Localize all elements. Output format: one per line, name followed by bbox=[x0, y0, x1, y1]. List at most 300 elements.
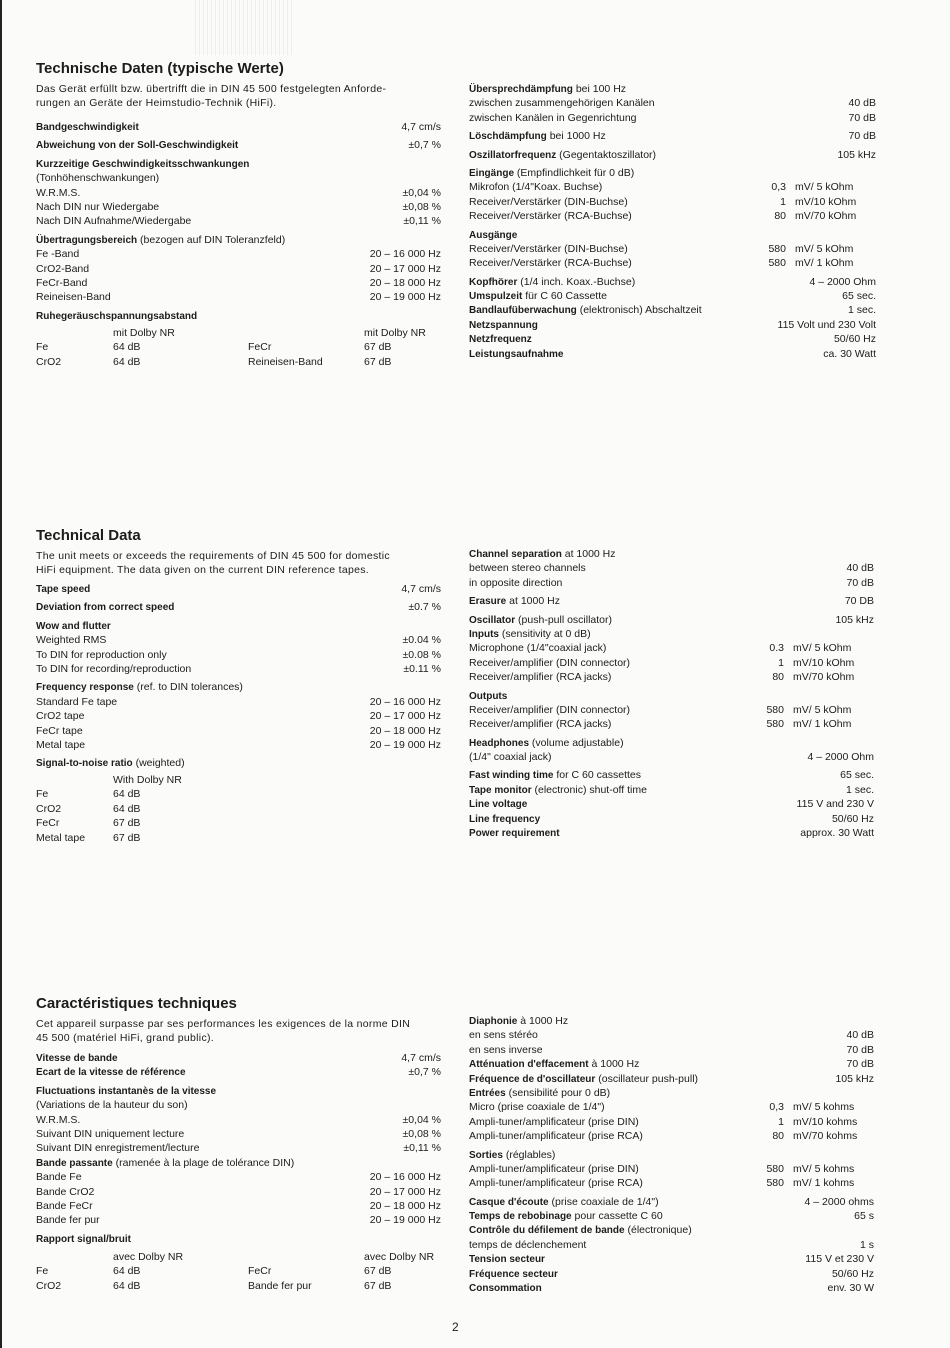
spec-row bbox=[469, 1223, 874, 1237]
spec-label bbox=[469, 1058, 639, 1070]
spec-label bbox=[469, 333, 532, 345]
spec-label bbox=[36, 310, 197, 322]
spec-label-bold: Übersprechdämpfung bbox=[469, 84, 573, 95]
spec-label-bold: Ruhegeräuschspannungsabstand bbox=[36, 310, 198, 322]
spec-label bbox=[469, 149, 656, 161]
snr-tape: CrO2 bbox=[36, 802, 62, 815]
spec-label-text: Fe -Band bbox=[36, 248, 80, 261]
spec-value: env. 30 W bbox=[827, 1282, 874, 1295]
spec-row bbox=[469, 96, 876, 110]
spec-row bbox=[469, 1028, 874, 1042]
spec-value: 70 dB bbox=[846, 576, 874, 589]
spec-label-bold: Line frequency bbox=[469, 813, 541, 825]
spec-label bbox=[469, 319, 538, 331]
spec-row bbox=[36, 171, 441, 185]
spec-label-text: Receiver/Verstärker (RCA-Buchse) bbox=[469, 257, 632, 270]
spec-value: ±0.11 % bbox=[403, 662, 441, 675]
spec-value: approx. 30 Watt bbox=[800, 827, 874, 840]
spec-label-text: FeCr-Band bbox=[36, 276, 88, 289]
spec-value: 4,7 cm/s bbox=[401, 1052, 441, 1064]
spec-row bbox=[469, 594, 874, 608]
spec-value-unit: mV/ 5 kOhm bbox=[795, 242, 854, 255]
snr-row bbox=[36, 816, 446, 830]
spec-row bbox=[36, 138, 441, 152]
spec-label bbox=[469, 784, 647, 796]
spec-value: ±0.04 % bbox=[402, 634, 441, 647]
spec-row bbox=[469, 1176, 874, 1190]
spec-value: 70 DB bbox=[844, 595, 874, 608]
spec-label-text: (1/4" coaxial jack) bbox=[469, 751, 552, 764]
spec-row bbox=[469, 1100, 874, 1114]
spec-row bbox=[36, 309, 441, 323]
spec-label bbox=[469, 210, 632, 222]
spec-row bbox=[469, 1086, 874, 1100]
spec-value-number: 1 bbox=[778, 1115, 784, 1128]
spec-label-text: Suivant DIN uniquement lecture bbox=[36, 1127, 185, 1140]
spec-row bbox=[469, 275, 876, 289]
spec-value: 65 sec. bbox=[840, 769, 874, 782]
spec-row bbox=[469, 812, 874, 826]
snr-tape-left: CrO2 bbox=[36, 355, 62, 368]
spec-value: 50/60 Hz bbox=[833, 333, 876, 346]
spec-value-unit: mV/ 5 kOhm bbox=[795, 181, 854, 194]
spec-label-bold: Erasure bbox=[469, 596, 507, 608]
spec-label bbox=[469, 1268, 558, 1280]
intro-line: Cet appareil surpasse par ses performances les exigences de la norme DIN bbox=[36, 1018, 411, 1030]
spec-value: 4 – 2000 ohms bbox=[804, 1195, 874, 1208]
spec-label-bold: Contrôle du défilement de bande bbox=[469, 1225, 625, 1237]
spec-label-text: (électronique) bbox=[624, 1224, 692, 1237]
spec-label-text: (weighted) bbox=[132, 757, 185, 770]
snr-row bbox=[36, 340, 446, 354]
spec-label bbox=[36, 158, 249, 170]
spec-value-number: 580 bbox=[766, 1177, 784, 1190]
spec-label bbox=[36, 248, 79, 260]
spec-label bbox=[469, 1029, 538, 1041]
snr-tape: Metal tape bbox=[36, 831, 86, 844]
spec-value-number: 580 bbox=[768, 257, 786, 270]
snr-row bbox=[36, 802, 446, 816]
spec-row bbox=[36, 1170, 441, 1184]
spec-row bbox=[36, 247, 441, 261]
spec-row bbox=[469, 1281, 874, 1295]
spec-value: 70 dB bbox=[846, 1043, 874, 1056]
spec-row bbox=[36, 1113, 441, 1127]
spec-label-text: FeCr tape bbox=[36, 724, 83, 737]
spec-label-bold: Ecart de la vitesse de référence bbox=[36, 1067, 186, 1079]
snr-value: 67 dB bbox=[113, 817, 141, 830]
spec-value: 70 dB bbox=[848, 130, 876, 143]
spec-label bbox=[469, 595, 560, 607]
spec-row bbox=[469, 1209, 874, 1223]
spec-label-text: temps de déclenchement bbox=[469, 1238, 587, 1251]
spec-label-bold: Frequency response bbox=[36, 682, 134, 694]
spec-row bbox=[469, 332, 876, 346]
spec-row bbox=[469, 1252, 874, 1266]
spec-label-text: (prise coaxiale de 1/4") bbox=[548, 1195, 659, 1208]
spec-value-unit: mV/70 kOhm bbox=[795, 210, 857, 223]
spec-row bbox=[469, 209, 876, 223]
spec-label bbox=[469, 737, 624, 749]
spec-row bbox=[469, 256, 876, 270]
spec-label-text: Bande Fe bbox=[36, 1171, 82, 1184]
intro-line: HiFi equipment. The data given on the current DIN reference tapes. bbox=[36, 564, 370, 576]
spec-label bbox=[469, 718, 611, 730]
spec-row bbox=[469, 670, 874, 684]
spec-label bbox=[36, 710, 84, 722]
spec-label bbox=[469, 1149, 555, 1161]
spec-label-bold: Tape monitor bbox=[469, 784, 532, 796]
spec-row bbox=[469, 627, 874, 641]
snr-value-left: 64 dB bbox=[113, 341, 141, 354]
snr-header-right: mit Dolby NR bbox=[364, 327, 426, 339]
spec-label bbox=[36, 121, 139, 133]
spec-value: ±0,11 % bbox=[403, 1142, 441, 1155]
spec-row bbox=[469, 166, 876, 180]
spec-value: 20 – 19 000 Hz bbox=[369, 1214, 441, 1227]
spec-label-text: at 1000 Hz bbox=[561, 548, 616, 560]
spec-list-left-de bbox=[36, 116, 441, 323]
spec-label bbox=[36, 1066, 186, 1078]
snr-header-row bbox=[36, 326, 446, 340]
spec-row bbox=[36, 695, 441, 709]
spec-value: ±0,04 % bbox=[402, 1113, 441, 1126]
spec-value-number: 580 bbox=[766, 1162, 784, 1175]
spec-label-text: between stereo channels bbox=[469, 562, 586, 575]
spec-label-bold: Temps de rebobinage bbox=[469, 1211, 572, 1223]
spec-label-text: (oscillateur push-pull) bbox=[595, 1072, 699, 1085]
spec-label-bold: Tape speed bbox=[36, 584, 91, 595]
spec-value-number: 580 bbox=[766, 703, 784, 716]
spec-label-text: à 1000 Hz bbox=[517, 1015, 569, 1027]
spec-value-unit: mV/ 1 kOhm bbox=[793, 718, 852, 731]
spec-value-number: 580 bbox=[766, 718, 784, 731]
spec-label-bold: Vitesse de bande bbox=[36, 1053, 118, 1064]
snr-header: With Dolby NR bbox=[113, 774, 182, 786]
section-title-fr: Caractéristiques techniques bbox=[36, 995, 237, 1012]
spec-label bbox=[469, 229, 517, 241]
spec-value: 1 s bbox=[859, 1238, 874, 1251]
spec-label-text: Metal tape bbox=[36, 738, 86, 751]
spec-label-text: Bande FeCr bbox=[36, 1199, 93, 1212]
spec-row bbox=[36, 233, 441, 247]
spec-label-text: en sens stéréo bbox=[469, 1029, 538, 1042]
spec-label bbox=[469, 1044, 543, 1056]
spec-label-text: pour cassette C 60 bbox=[571, 1210, 663, 1223]
spec-value-unit: mV/10 kohms bbox=[793, 1115, 858, 1128]
spec-label bbox=[36, 201, 159, 213]
snr-header-right: avec Dolby NR bbox=[364, 1251, 435, 1263]
spec-value: 20 – 17 000 Hz bbox=[369, 1185, 441, 1198]
spec-label-text: (bezogen auf DIN Toleranzfeld) bbox=[137, 233, 286, 246]
spec-label-text: bei 100 Hz bbox=[572, 83, 627, 95]
spec-label-bold: Power requirement bbox=[469, 828, 560, 840]
snr-tape-left: CrO2 bbox=[36, 1279, 62, 1292]
spec-label bbox=[469, 181, 602, 193]
scan-smudge bbox=[195, 0, 295, 55]
spec-value: 4,7 cm/s bbox=[401, 121, 441, 133]
spec-label-bold: Inputs bbox=[469, 628, 499, 640]
spec-value: 70 dB bbox=[848, 111, 876, 124]
spec-row bbox=[36, 157, 441, 171]
spec-label bbox=[36, 1099, 188, 1111]
spec-value: 4 – 2000 Ohm bbox=[809, 275, 876, 288]
spec-value: 20 – 16 000 Hz bbox=[369, 1171, 441, 1184]
spec-row bbox=[36, 662, 441, 676]
spec-label bbox=[469, 1239, 586, 1251]
spec-label-text: (sensitivity at 0 dB) bbox=[499, 627, 591, 640]
spec-label-text: W.R.M.S. bbox=[36, 1113, 81, 1126]
spec-label-text: à 1000 Hz bbox=[588, 1058, 640, 1071]
spec-label-text: (1/4 inch. Koax.-Buchse) bbox=[517, 275, 636, 288]
spec-row bbox=[469, 1014, 874, 1028]
spec-value: ca. 30 Watt bbox=[823, 347, 876, 360]
spec-value: 20 – 16 000 Hz bbox=[369, 248, 441, 261]
spec-label-text: Suivant DIN enregistrement/lecture bbox=[36, 1142, 200, 1155]
spec-label-bold: Consommation bbox=[469, 1283, 542, 1295]
spec-value: 20 – 18 000 Hz bbox=[369, 276, 441, 289]
spec-label bbox=[36, 1052, 118, 1064]
spec-label-text: Bande fer pur bbox=[36, 1214, 100, 1227]
spec-label-text: To DIN for reproduction only bbox=[36, 648, 167, 661]
spec-label-text: (ref. to DIN tolerances) bbox=[133, 681, 243, 694]
spec-label bbox=[36, 1200, 93, 1212]
spec-label bbox=[469, 348, 563, 360]
spec-label-bold: Atténuation d'effacement bbox=[469, 1059, 589, 1071]
spec-label-text: at 1000 Hz bbox=[506, 595, 560, 608]
snr-row bbox=[36, 1279, 446, 1293]
spec-row bbox=[36, 1065, 441, 1079]
spec-row bbox=[36, 290, 441, 304]
spec-row bbox=[469, 1129, 874, 1143]
spec-label bbox=[469, 1116, 639, 1128]
spec-row bbox=[469, 1195, 874, 1209]
spec-row bbox=[36, 276, 441, 290]
section-title-en: Technical Data bbox=[36, 527, 141, 544]
spec-label bbox=[469, 1015, 568, 1027]
snr-tape-right: FeCr bbox=[248, 1265, 272, 1278]
snr-row bbox=[36, 831, 446, 845]
spec-label bbox=[469, 690, 507, 702]
spec-label-bold: Headphones bbox=[469, 737, 530, 749]
spec-label-text: Mikrofon (1/4"Koax. Buchse) bbox=[469, 181, 603, 194]
spec-value: 20 – 18 000 Hz bbox=[369, 724, 441, 737]
spec-label-text: Reineisen-Band bbox=[36, 291, 111, 304]
spec-value: 1 sec. bbox=[845, 783, 874, 796]
spec-label-bold: Deviation from correct speed bbox=[36, 602, 175, 614]
spec-label-text: Weighted RMS bbox=[36, 634, 107, 647]
spec-label-bold: Oscillator bbox=[469, 614, 516, 626]
spec-value: 105 kHz bbox=[837, 148, 876, 161]
spec-label bbox=[469, 671, 611, 683]
spec-label-bold: Sorties bbox=[469, 1149, 503, 1161]
spec-label bbox=[36, 739, 85, 751]
spec-label bbox=[469, 751, 552, 763]
spec-value-number: 580 bbox=[768, 242, 786, 255]
spec-list-left-fr bbox=[36, 1047, 441, 1246]
spec-value: 105 kHz bbox=[835, 613, 874, 626]
spec-row bbox=[36, 120, 441, 134]
spec-label-text: (elektronisch) Abschaltzeit bbox=[576, 304, 702, 317]
spec-label-text: (Tonhöhenschwankungen) bbox=[36, 172, 160, 185]
spec-label bbox=[469, 628, 591, 640]
spec-row bbox=[36, 1199, 441, 1213]
spec-label bbox=[36, 663, 191, 675]
spec-label bbox=[469, 97, 655, 109]
spec-list-right-en bbox=[469, 547, 874, 840]
spec-value: 20 – 19 000 Hz bbox=[369, 291, 441, 304]
snr-tape: FeCr bbox=[36, 817, 60, 830]
spec-value-number: 1 bbox=[780, 195, 786, 208]
spec-row bbox=[469, 561, 874, 575]
spec-label bbox=[469, 704, 630, 716]
spec-row bbox=[469, 111, 876, 125]
snr-header-row bbox=[36, 773, 446, 787]
spec-label-bold: Tension secteur bbox=[469, 1254, 545, 1266]
spec-row bbox=[469, 613, 874, 627]
spec-label-bold: Leistungsaufnahme bbox=[469, 348, 564, 360]
spec-row bbox=[469, 768, 874, 782]
spec-label bbox=[36, 1171, 82, 1183]
spec-row bbox=[469, 1115, 874, 1129]
spec-label bbox=[36, 234, 285, 246]
spec-value: 20 – 18 000 Hz bbox=[369, 1199, 441, 1212]
spec-value: ±0,08 % bbox=[402, 200, 441, 213]
snr-tape: Fe bbox=[36, 788, 49, 801]
spec-label bbox=[36, 1142, 199, 1154]
snr-value-right: 67 dB bbox=[364, 355, 392, 368]
spec-label-text: Receiver/Verstärker (RCA-Buchse) bbox=[469, 210, 632, 223]
spec-label bbox=[469, 562, 586, 574]
spec-label bbox=[36, 1157, 294, 1169]
snr-value-right: 67 dB bbox=[364, 341, 392, 354]
spec-label bbox=[469, 1177, 643, 1189]
spec-label-text: To DIN for recording/reproduction bbox=[36, 662, 192, 675]
spec-label bbox=[36, 215, 191, 227]
spec-label bbox=[469, 1196, 659, 1208]
spec-label-text: CrO2 tape bbox=[36, 710, 85, 723]
spec-value: 40 dB bbox=[846, 562, 874, 575]
spec-value-number: 80 bbox=[774, 210, 786, 223]
spec-label bbox=[36, 1128, 184, 1140]
spec-label-text: Nach DIN nur Wiedergabe bbox=[36, 200, 160, 213]
spec-label bbox=[469, 813, 540, 825]
page-left-edge bbox=[0, 0, 9, 1348]
spec-row bbox=[469, 180, 876, 194]
snr-row bbox=[36, 787, 446, 801]
spec-row bbox=[36, 680, 441, 694]
spec-value: 65 s bbox=[854, 1210, 874, 1223]
spec-value-number: 80 bbox=[772, 671, 784, 684]
spec-label-bold: Netzfrequenz bbox=[469, 334, 532, 346]
spec-row bbox=[469, 826, 874, 840]
spec-list-left-en bbox=[36, 582, 441, 771]
spec-row bbox=[469, 689, 874, 703]
spec-label-bold: Outputs bbox=[469, 690, 508, 702]
spec-label bbox=[469, 290, 607, 302]
spec-label-bold: Netzspannung bbox=[469, 319, 538, 331]
spec-row bbox=[469, 347, 876, 361]
spec-row bbox=[469, 1162, 874, 1176]
spec-value: 1 sec. bbox=[847, 304, 876, 317]
snr-row bbox=[36, 1264, 446, 1278]
spec-label-bold: Bandgeschwindigkeit bbox=[36, 122, 139, 133]
spec-label bbox=[36, 601, 174, 613]
spec-label-bold: Bandlaufüberwachung bbox=[469, 305, 577, 317]
spec-label bbox=[469, 798, 527, 810]
spec-row bbox=[469, 1238, 874, 1252]
spec-value-unit: mV/ 5 kOhm bbox=[793, 642, 852, 655]
spec-value: 40 dB bbox=[846, 1029, 874, 1042]
spec-label-bold: Ausgänge bbox=[469, 229, 518, 241]
spec-row bbox=[36, 600, 441, 614]
spec-row bbox=[469, 1148, 874, 1162]
spec-label bbox=[469, 1101, 605, 1113]
snr-tape-right: Bande fer pur bbox=[248, 1279, 312, 1292]
spec-label bbox=[469, 1073, 698, 1085]
spec-label-bold: Fréquence de d'oscillateur bbox=[469, 1073, 596, 1085]
spec-value: ±0,7 % bbox=[408, 1066, 441, 1079]
spec-value: ±0,11 % bbox=[403, 215, 441, 228]
spec-row bbox=[469, 797, 874, 811]
spec-value: 50/60 Hz bbox=[831, 1267, 874, 1280]
spec-value-unit: mV/ 5 kOhm bbox=[793, 703, 852, 716]
spec-value: ±0.7 % bbox=[408, 601, 441, 614]
spec-label bbox=[36, 1114, 80, 1126]
spec-row bbox=[36, 1232, 441, 1246]
spec-row bbox=[36, 1213, 441, 1227]
spec-label bbox=[36, 1085, 216, 1097]
spec-row bbox=[469, 318, 876, 332]
spec-label-text: (Gegentaktoszillator) bbox=[556, 148, 657, 161]
spec-row bbox=[469, 82, 876, 96]
spec-row bbox=[36, 756, 441, 770]
spec-value-unit: mV/10 kOhm bbox=[795, 195, 857, 208]
spec-label bbox=[36, 649, 167, 661]
spec-label-text: Standard Fe tape bbox=[36, 695, 118, 708]
intro-line: 45 500 (matériel HiFi, grand public). bbox=[36, 1032, 215, 1044]
spec-label-text: Ampli-tuner/amplificateur (prise RCA) bbox=[469, 1130, 643, 1143]
spec-label bbox=[469, 1282, 542, 1294]
snr-tape-right: FeCr bbox=[248, 341, 272, 354]
spec-row bbox=[469, 195, 876, 209]
snr-header-left: mit Dolby NR bbox=[113, 327, 175, 339]
spec-row bbox=[36, 1156, 441, 1170]
spec-label bbox=[469, 614, 612, 626]
snr-tape-right: Reineisen-Band bbox=[248, 355, 323, 368]
spec-label-bold: Entrées bbox=[469, 1087, 506, 1099]
spec-row bbox=[36, 1098, 441, 1112]
section-intro-de bbox=[36, 82, 446, 110]
spec-label-bold: Fréquence secteur bbox=[469, 1268, 558, 1280]
spec-value: 70 dB bbox=[846, 1058, 874, 1071]
spec-row bbox=[36, 262, 441, 276]
spec-row bbox=[36, 648, 441, 662]
spec-label-bold: Bande passante bbox=[36, 1157, 113, 1169]
spec-label bbox=[36, 263, 89, 275]
spec-label-bold: Line voltage bbox=[469, 799, 528, 811]
spec-label bbox=[36, 634, 106, 646]
snr-value-right: 67 dB bbox=[364, 1265, 392, 1278]
spec-label bbox=[36, 187, 80, 199]
page-number: 2 bbox=[452, 1320, 459, 1334]
spec-label bbox=[469, 83, 626, 95]
spec-label-text: Receiver/amplifier (RCA jacks) bbox=[469, 671, 612, 684]
snr-table-fr bbox=[36, 1250, 446, 1293]
spec-label bbox=[469, 548, 616, 560]
spec-value-number: 0.3 bbox=[769, 642, 784, 655]
spec-label-bold: Fast winding time bbox=[469, 770, 554, 782]
